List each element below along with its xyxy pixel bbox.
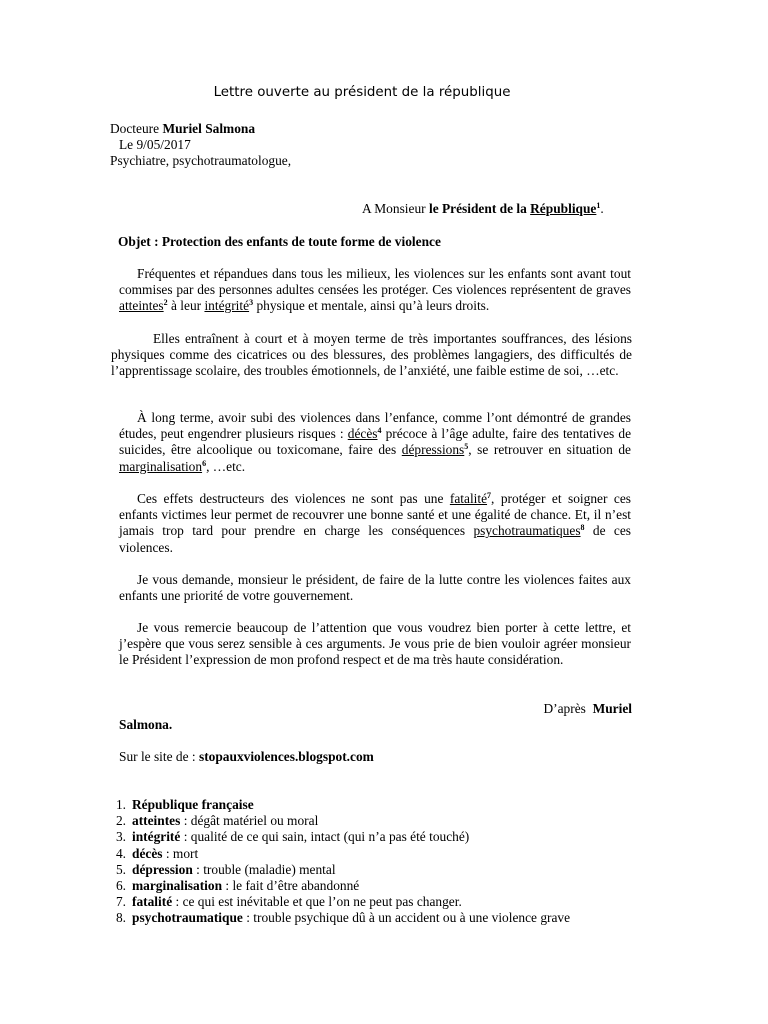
note-number: 2.	[115, 813, 126, 829]
p3-text-d: , …etc.	[206, 458, 246, 474]
term-marginalisation: marginalisation	[119, 458, 203, 474]
term-deces: décès	[347, 426, 378, 442]
note-definition: : ce qui est inévitable et que l’on ne peut pas changer.	[172, 894, 462, 910]
note-number: 5.	[115, 861, 126, 877]
note-term: psychotraumatique	[132, 910, 243, 926]
list-item	[115, 910, 692, 926]
note-term: atteintes	[132, 813, 181, 829]
p3-text-a: À long terme, avoir subi des violences dans l’enfance, comme l’ont démontré de grandes études, peut engendrer plusieurs risques :	[119, 410, 631, 442]
note-definition: : mort	[162, 845, 199, 861]
signature-prefix: D’après	[543, 701, 586, 716]
list-item	[115, 845, 692, 862]
list-item	[115, 797, 692, 813]
note-definition: : trouble psychique dû à un accident ou à une violence grave	[242, 910, 571, 926]
source-label: Sur le site de :	[119, 749, 196, 764]
p4-text-b: , protéger et soigner ces enfants victimes leur permet de recouvrer une bonne santé et une égalité de chance. Et, il n’est jamais trop tard pour prendre en charge les conséquences	[119, 491, 631, 539]
list-item	[115, 813, 692, 829]
p3-text-c: , se retrouver en situation de	[468, 442, 631, 458]
note-ref-1: 1	[596, 201, 601, 210]
term-psychotraumatiques: psychotraumatiques	[473, 523, 581, 539]
signature-last-name: Salmona.	[119, 717, 173, 732]
recipient-end: .	[600, 201, 604, 216]
note-ref-7: 7	[487, 491, 492, 500]
sender-name: Muriel Salmona	[162, 121, 256, 136]
note-ref-8: 8	[580, 523, 585, 533]
notes-list	[115, 797, 692, 927]
note-ref-3: 3	[249, 298, 254, 308]
p1-text-a: Fréquentes et répandues dans tous les milieux, les violences sur les enfants sont avant tout commises par des personnes adultes censées les protéger. Ces violences représentent de graves	[119, 266, 631, 298]
paragraph-4	[119, 491, 631, 556]
term-fatalite: fatalité	[449, 491, 488, 506]
note-term: fatalité	[132, 894, 173, 910]
note-number: 8.	[115, 910, 126, 926]
term-atteintes: atteintes	[119, 298, 164, 314]
note-term: intégrité	[132, 829, 181, 845]
note-definition: : trouble (maladie) mental	[192, 861, 336, 877]
list-item	[115, 861, 692, 878]
note-number: 4.	[115, 845, 126, 861]
note-ref-5: 5	[464, 442, 469, 452]
sender-line	[110, 121, 255, 137]
note-definition: : le fait d’être abandonné	[222, 877, 360, 893]
note-term: marginalisation	[132, 877, 223, 893]
paragraph-5: Je vous demande, monsieur le président, de faire de la lutte contre les violences faites aux enfants une priorité de votre gouvernement.	[119, 572, 631, 604]
recipient-line	[362, 201, 604, 217]
term-depressions: dépressions	[401, 442, 465, 458]
p1-text-c: physique et mentale, ainsi qu’à leurs droits.	[256, 298, 490, 314]
p3-text-b: précoce à l’âge adulte, faire des tentatives de suicides, être alcoolique ou toxicomane, faire des	[119, 426, 632, 458]
sender-prefix: Docteure	[110, 121, 160, 136]
sender-profession: Psychiatre, psychotraumatologue,	[110, 153, 292, 168]
recipient-underlined: République	[530, 201, 597, 216]
note-number: 6.	[115, 877, 126, 893]
list-item	[115, 894, 692, 910]
letter-object: Objet : Protection des enfants de toute forme de violence	[118, 234, 441, 249]
p1-text-b: à leur	[170, 298, 202, 314]
p4-text-a: Ces effets destructeurs des violences ne sont pas une	[137, 491, 444, 506]
note-number: 7.	[115, 894, 126, 910]
list-item	[115, 829, 692, 845]
paragraph-2: Elles entraînent à court et à moyen terme de très importantes souffrances, des lésions physiques comme des cicatrices ou des blessures, des problèmes langagiers, des difficultés de l’apprentissage scolaire, des troubles émotionnels, de l’anxiété, une faible estime de soi, …etc.	[111, 331, 632, 379]
note-definition: : qualité de ce qui sain, intact (qui n’a pas été touché)	[180, 829, 470, 845]
note-number: 1.	[115, 797, 126, 812]
recipient-title: le Président de la	[428, 201, 527, 216]
note-ref-6: 6	[202, 458, 207, 468]
note-definition: : dégât matériel ou moral	[180, 813, 319, 829]
paragraph-6: Je vous remercie beaucoup de l’attention que vous voudrez bien porter à cette lettre, et j’espère que vous serez sensible à ces arguments. Je vous prie de bien vouloir agréer monsieur le Président l’expression de mon profond respect et de ma très haute considération.	[119, 620, 631, 668]
letter-title: Lettre ouverte au président de la république	[213, 85, 511, 100]
source-site: stopauxviolences.blogspot.com	[198, 749, 374, 764]
signature-first-name: Muriel	[592, 701, 632, 716]
recipient-prefix: A Monsieur	[362, 201, 426, 216]
note-term: dépression	[132, 861, 193, 877]
paragraph-1	[119, 266, 631, 315]
note-number: 3.	[115, 829, 126, 845]
paragraph-3	[119, 410, 631, 475]
note-term: décès	[132, 845, 163, 861]
letter-date: Le 9/05/2017	[119, 137, 191, 152]
list-item	[115, 877, 692, 894]
note-term: République française	[132, 797, 254, 812]
note-ref-4: 4	[377, 426, 382, 436]
note-ref-2: 2	[163, 298, 168, 308]
p4-text-c: de ces violences.	[119, 523, 631, 555]
source-line	[119, 749, 374, 765]
term-integrite: intégrité	[204, 298, 250, 314]
signature-line	[520, 701, 632, 717]
